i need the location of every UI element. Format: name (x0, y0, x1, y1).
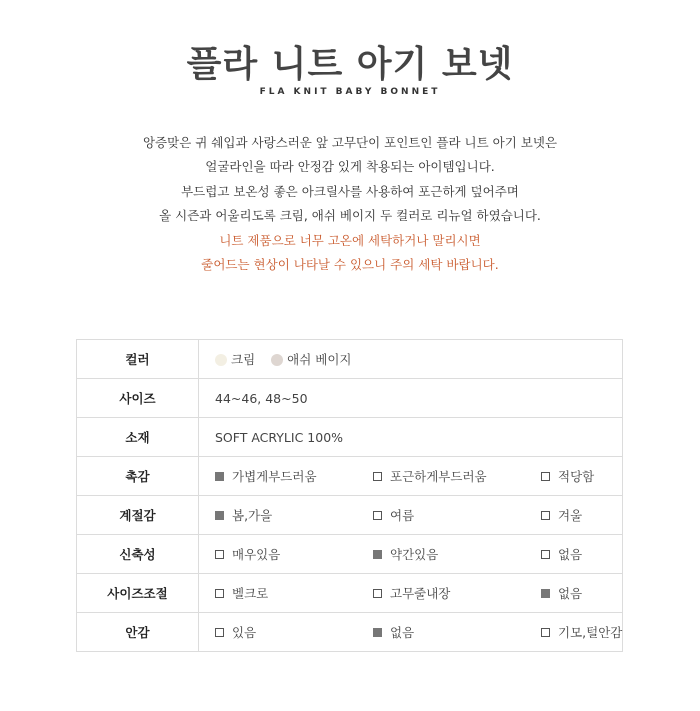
spec-row-touch (77, 457, 623, 496)
spec-label: 컬러 (77, 340, 199, 379)
spec-label: 사이즈조절 (77, 574, 199, 613)
spec-label: 촉감 (77, 457, 199, 496)
unchecked-square-icon (541, 472, 550, 481)
spec-value (199, 340, 623, 379)
color-swatch-icon (271, 354, 283, 366)
spec-label: 안감 (77, 613, 199, 652)
spec-row-material (77, 418, 623, 457)
spec-option (541, 584, 621, 602)
spec-value: SOFT ACRYLIC 100% (199, 418, 623, 457)
color-name: 애쉬 베이지 (287, 352, 352, 367)
spec-option (215, 467, 373, 485)
spec-row-size-adjust (77, 574, 623, 613)
spec-option (215, 545, 373, 563)
spec-option (215, 623, 373, 641)
spec-option-label: 가볍게부드러움 (232, 469, 317, 484)
description-line: 얼굴라인을 따라 안정감 있게 착용되는 아이템입니다. (205, 159, 495, 175)
spec-option-label: 없음 (558, 586, 583, 601)
spec-option (373, 545, 541, 563)
spec-option (541, 506, 621, 524)
spec-option-label: 봄,가을 (232, 508, 273, 523)
washing-warning-line: 줄어드는 현상이 나타날 수 있으니 주의 세탁 바랍니다. (201, 256, 499, 272)
description-line: 앙증맞은 귀 쉐입과 사랑스러운 앞 고무단이 포인트인 플라 니트 아기 보넷은 (142, 135, 558, 150)
spec-value: 44~46, 48~50 (199, 379, 623, 418)
spec-option (541, 623, 621, 641)
color-option-cream (215, 350, 255, 368)
checked-square-icon (215, 472, 224, 481)
checked-square-icon (373, 550, 382, 559)
page-subtitle: FLA KNIT BABY BONNET (259, 87, 441, 97)
spec-options (199, 613, 623, 652)
spec-option (215, 506, 373, 524)
spec-row-lining (77, 613, 623, 652)
spec-option-label: 포근하게부드러움 (390, 469, 487, 484)
checked-square-icon (215, 511, 224, 520)
unchecked-square-icon (541, 628, 550, 637)
spec-row-season (77, 496, 623, 535)
unchecked-square-icon (373, 589, 382, 598)
spec-option-label: 벨크로 (232, 586, 269, 601)
unchecked-square-icon (215, 628, 224, 637)
spec-option-label: 적당함 (558, 469, 595, 484)
color-name: 크림 (231, 352, 256, 367)
unchecked-square-icon (373, 511, 382, 520)
spec-option (373, 623, 541, 641)
spec-label: 소재 (77, 418, 199, 457)
spec-option-label: 여름 (390, 508, 415, 523)
spec-option-label: 고무줄내장 (390, 586, 451, 601)
unchecked-square-icon (215, 589, 224, 598)
page-title: 플라 니트 아기 보넷 (186, 44, 514, 85)
spec-option (373, 467, 541, 485)
spec-option-label: 있음 (232, 625, 257, 640)
spec-option-label: 없음 (558, 547, 583, 562)
product-description (0, 131, 700, 277)
spec-row-stretch (77, 535, 623, 574)
color-option-ash-beige (271, 350, 351, 368)
spec-options (199, 535, 623, 574)
spec-label: 사이즈 (77, 379, 199, 418)
unchecked-square-icon (541, 550, 550, 559)
spec-option-label: 겨울 (558, 508, 583, 523)
spec-option (215, 584, 373, 602)
spec-option-label: 기모,털안감 (558, 625, 623, 640)
product-spec-table (76, 339, 623, 652)
spec-label: 신축성 (77, 535, 199, 574)
spec-option (541, 545, 621, 563)
spec-row-color (77, 340, 623, 379)
spec-option (373, 506, 541, 524)
spec-option (373, 584, 541, 602)
unchecked-square-icon (541, 511, 550, 520)
checked-square-icon (541, 589, 550, 598)
spec-row-size (77, 379, 623, 418)
spec-option (541, 467, 621, 485)
checked-square-icon (373, 628, 382, 637)
unchecked-square-icon (373, 472, 382, 481)
spec-options (199, 457, 623, 496)
description-line: 올 시즌과 어울리도록 크림, 애쉬 베이지 두 컬러로 리뉴얼 하였습니다. (159, 208, 541, 224)
description-line: 부드럽고 보온성 좋은 아크릴사를 사용하여 포근하게 덮어주며 (181, 183, 519, 199)
spec-option-label: 없음 (390, 625, 415, 640)
spec-label: 계절감 (77, 496, 199, 535)
unchecked-square-icon (215, 550, 224, 559)
spec-options (199, 574, 623, 613)
spec-option-label: 약간있음 (390, 547, 439, 562)
spec-options (199, 496, 623, 535)
color-swatch-icon (215, 354, 227, 366)
washing-warning-line: 니트 제품으로 너무 고온에 세탁하거나 말리시면 (219, 232, 481, 248)
spec-option-label: 매우있음 (232, 547, 281, 562)
